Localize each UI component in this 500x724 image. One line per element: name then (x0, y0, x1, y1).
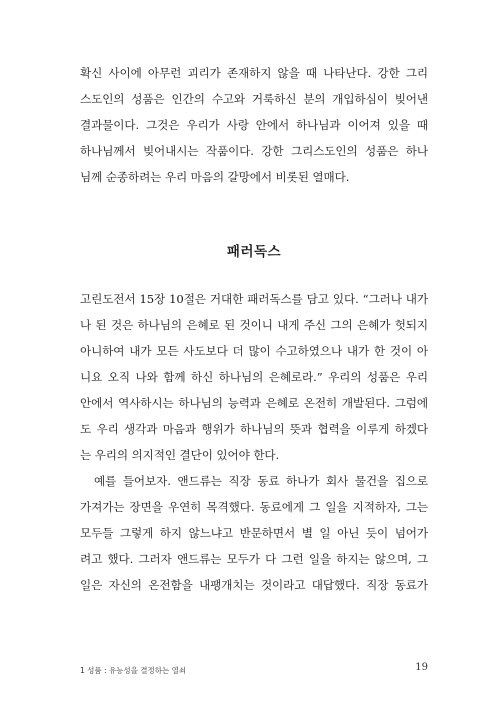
running-title: 1 성품 : 유능성을 결정하는 열쇠 (80, 666, 187, 675)
text-line: 안에서 역사하시는 하나님의 능력과 은혜로 온전히 개발된다. 그럼에 (80, 396, 428, 410)
page-number: 19 (415, 662, 428, 673)
text-line: 나 된 것은 하나님의 은혜로 된 것이니 내게 주신 그의 은혜가 헛되지 (80, 318, 428, 332)
paragraph-top (80, 60, 428, 190)
paragraph-1 (80, 286, 428, 468)
section-heading: 패러독스 (226, 244, 282, 260)
text-line: 예를 들어보자. 앤드류는 직장 동료 하나가 회사 물건을 집으로 (94, 474, 428, 488)
text-line: 는 우리의 의지적인 결단이 있어야 한다. (80, 448, 280, 462)
text-line: 가져가는 장면을 우연히 목격했다. 동료에게 그 일을 지적하자, 그는 (80, 500, 428, 514)
text-line: 려고 했다. 그러자 앤드류는 모두가 다 그런 일을 하지는 않으며, 그 (80, 552, 428, 566)
text-line: 모두들 그렇게 하지 않느냐고 반문하면서 별 일 아닌 듯이 넘어가 (80, 526, 428, 540)
text-line: 님께 순종하려는 우리 마음의 갈망에서 비롯된 열매다. (80, 170, 350, 184)
text-line: 확신 사이에 아무런 괴리가 존재하지 않을 때 나타난다. 강한 그리 (80, 66, 428, 80)
text-line: 도 우리 생각과 마음과 행위가 하나님의 뜻과 협력을 이루게 하겠다 (80, 422, 428, 436)
text-line: 결과물이다. 그것은 우리가 사랑 안에서 하나님과 이어져 있을 때 (80, 118, 428, 132)
text-line: 일은 자신의 온전함을 내팽개치는 것이라고 대답했다. 직장 동료가 (80, 578, 428, 592)
text-line: 스도인의 성품은 인간의 수고와 거룩하신 분의 개입하심이 빚어낸 (80, 92, 428, 106)
text-line: 하나님께서 빚어내시는 작품이다. 강한 그리스도인의 성품은 하나 (80, 144, 428, 158)
text-line: 아니하여 내가 모든 사도보다 더 많이 수고하였으나 내가 한 것이 아 (80, 344, 428, 358)
text-line: 고린도전서 15장 10절은 거대한 패러독스를 담고 있다. “그러나 내가 (80, 292, 428, 306)
text-line: 니요 오직 나와 함께 하신 하나님의 은혜로라.” 우리의 성품은 우리 (80, 370, 428, 384)
paragraph-2 (80, 468, 428, 598)
